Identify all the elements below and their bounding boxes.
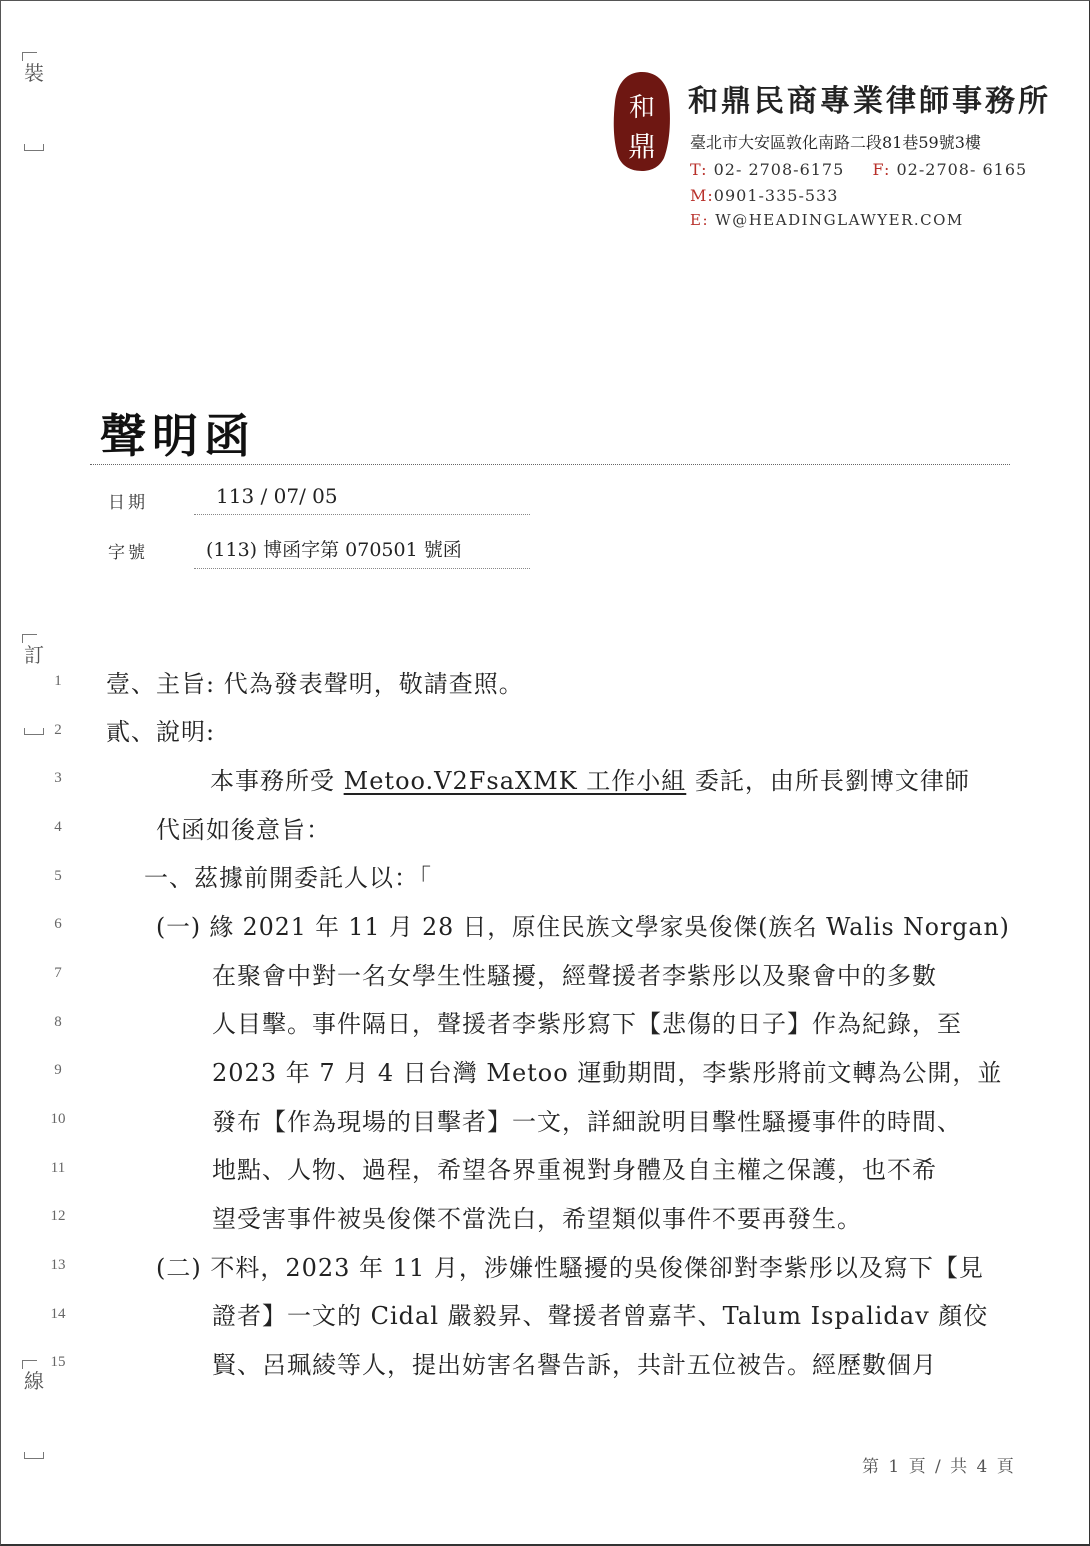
mobile-label: M: [690,186,714,205]
mobile-number: 0901-335-533 [713,186,839,205]
firm-address: 臺北市大安區敦化南路二段81巷59號3樓 [690,133,981,152]
tel-label: T: [690,160,708,179]
date-value: 113 / 07/ 05 [194,484,530,515]
section-heading: 一、茲據前開委託人以：「 [144,864,432,892]
seal-text-he: 和 [628,93,656,123]
line-number: 12 [50,1208,66,1224]
body-line: 2023 年 7 月 4 日台灣 Metoo 運動期間，李紫彤將前文轉為公開，並 [212,1059,1003,1087]
line-number: 15 [50,1354,66,1370]
body-line-segment: 本事務所受 [210,767,344,795]
margin-bracket [24,1452,44,1459]
ref-label: 字號 [108,543,148,563]
line-number: 14 [50,1306,66,1322]
body-line: 地點、人物、過程，希望各界重視對身體及自主權之保護，也不希 [212,1156,937,1184]
body-line: 發布【作為現場的目擊者】一文，詳細說明目擊性騷擾事件的時間、 [212,1108,962,1136]
margin-mark-zhuang: 裝 [22,52,46,83]
body-line: 望受害事件被吳俊傑不當洗白，希望類似事件不要再發生。 [212,1205,862,1233]
body-line: 在聚會中對一名女學生性騷擾，經聲援者李紫彤以及聚會中的多數 [212,962,937,990]
line-number: 6 [54,916,62,932]
line-number: 4 [54,819,62,835]
line-number: 7 [54,965,62,981]
line-number: 9 [54,1062,62,1078]
fax-number: 02-2708- 6165 [896,160,1028,179]
body-line: 證者】一文的 Cidal 嚴毅昇、聲援者曾嘉芊、Talum Ispalidav 顏佼 [212,1302,989,1330]
line-number: 1 [54,673,62,689]
firm-name: 和鼎民商專業律師事務所 [688,84,1051,119]
email-address: W@HEADINGLAWYER.COM [715,211,964,229]
seal-text-ding: 鼎 [627,130,657,163]
body-line-segment: 委託，由所長劉博文律師 [686,767,970,795]
body-line: (一) 緣 2021 年 11 月 28 日，原住民族文學家吳俊傑(族名 Walis Norgan) [156,913,1010,941]
line-number: 5 [54,868,62,884]
line-number: 2 [54,722,62,738]
phone-fax-line [690,160,1027,179]
line-number: 3 [54,770,62,786]
fax-label: F: [872,160,891,179]
line-number: 11 [50,1160,66,1176]
email-label: E: [690,211,710,229]
body-line: 人目擊。事件隔日，聲援者李紫彤寫下【悲傷的日子】作為紀錄，至 [212,1010,962,1038]
email-line [690,211,964,229]
document-title: 聲明函 [100,409,256,463]
body-line: (二) 不料，2023 年 11 月，涉嫌性騷擾的吳俊傑卻對李紫彤以及寫下【見 [156,1254,984,1282]
body-line [210,761,970,796]
line-number: 8 [54,1014,62,1030]
margin-bracket [24,144,44,151]
tel-number: 02- 2708-6175 [713,160,845,179]
title-divider [90,464,1010,465]
ref-value: (113) 博函字第 070501 號函 [194,535,530,569]
subject-line: 壹、主旨: 代為發表聲明，敬請查照。 [106,670,524,698]
line-number: 13 [50,1257,66,1273]
firm-seal-logo [612,70,672,172]
explanation-heading: 貳、說明: [106,718,216,746]
line-number: 10 [50,1111,66,1127]
page-counter: 第 1 頁 / 共 4 頁 [862,1457,1016,1477]
client-name: Metoo.V2FsaXMK 工作小組 [343,767,687,795]
margin-mark-xian: 線 [22,1360,46,1391]
mobile-line [690,186,838,205]
margin-mark-ding: 訂 [22,634,46,665]
body-line: 賢、呂珮綾等人，提出妨害名譽告訴，共計五位被告。經歷數個月 [212,1351,937,1379]
body-line: 代函如後意旨： [156,816,331,844]
date-label: 日期 [108,493,148,513]
